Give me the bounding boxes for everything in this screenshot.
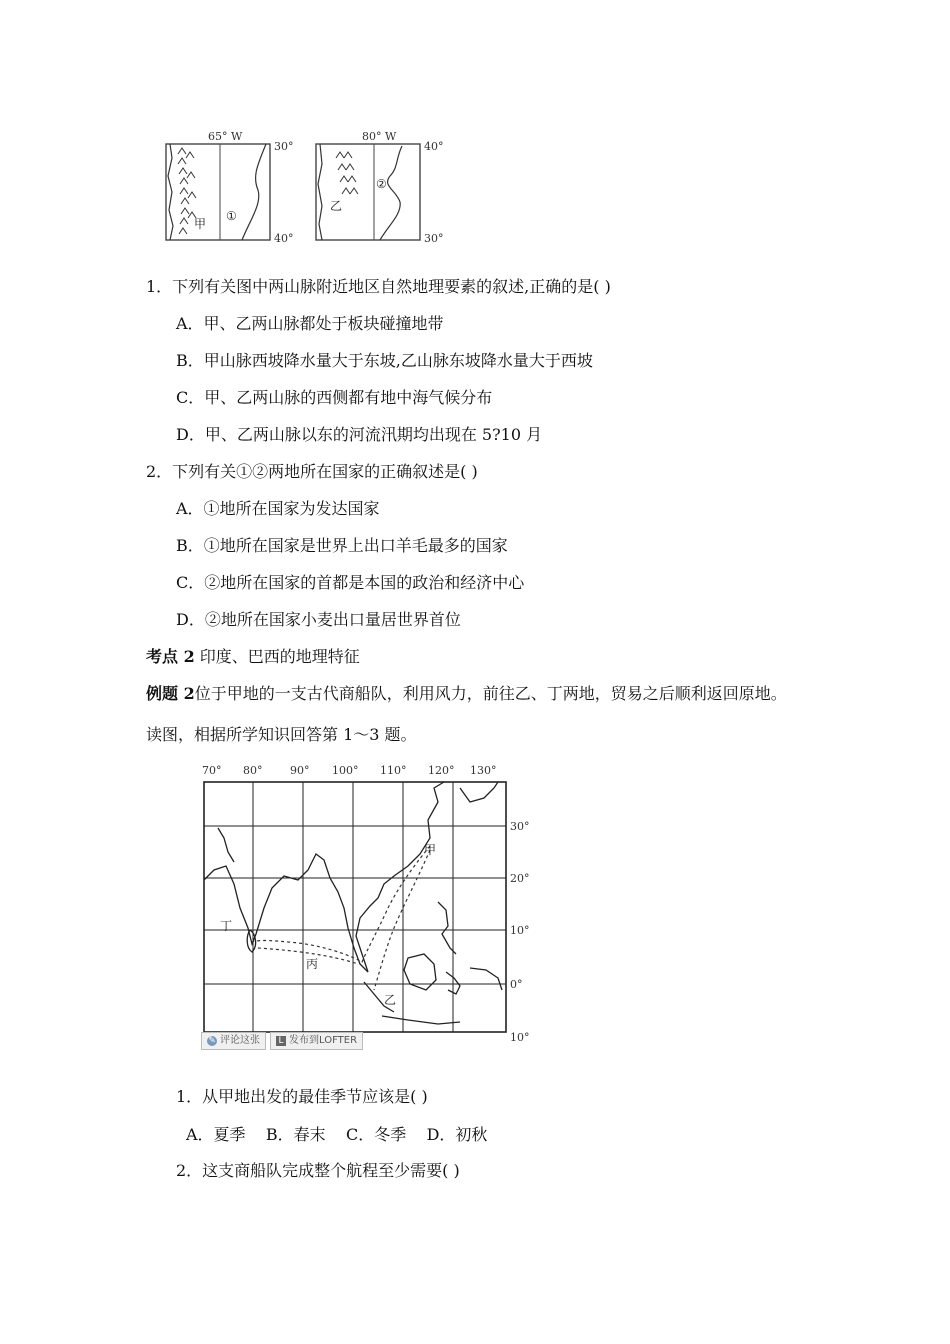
lat-label-0: 0° (510, 978, 523, 991)
section-heading (146, 646, 360, 668)
place-label-jia: 甲 (424, 843, 437, 857)
right-map-lat-bottom: 30° (424, 232, 444, 245)
left-map (166, 130, 294, 245)
left-map-lat-bottom: 40° (274, 232, 294, 245)
publish-lofter-button-label: 发布到LOFTER (289, 1035, 358, 1046)
left-map-mountain-label: 甲 (194, 217, 207, 231)
lofter-icon: L (276, 1036, 286, 1046)
right-map (316, 130, 444, 245)
right-map-meridian: 80° W (362, 130, 397, 143)
section-label: 考点 2 (146, 647, 195, 666)
question-2-option-a: A．①地所在国家为发达国家 (176, 499, 380, 518)
lon-label-120: 120° (428, 764, 455, 777)
right-map-mountain-label: 乙 (330, 199, 343, 213)
lat-label-30: 30° (510, 820, 530, 833)
place-label-ding: 丁 (220, 919, 233, 933)
lat-label-10n: 10° (510, 924, 530, 937)
left-map-lat-top: 30° (274, 140, 294, 153)
lon-label-90: 90° (290, 764, 310, 777)
example-label: 例题 2 (146, 684, 195, 703)
image-overlay-toolbar (201, 1032, 363, 1050)
lon-label-80: 80° (243, 764, 263, 777)
example-paragraph (146, 683, 787, 705)
figure-mountain-maps (150, 128, 450, 250)
question-1-option-b: B．甲山脉西坡降水量大于东坡,乙山脉东坡降水量大于西坡 (176, 351, 593, 370)
lat-label-10s: 10° (510, 1031, 530, 1044)
example-question-1-options: A．夏季 B．春末 C．冬季 D．初秋 (186, 1125, 488, 1144)
right-map-circle-label: ② (376, 177, 387, 191)
question-2-option-c: C．②地所在国家的首都是本国的政治和经济中心 (176, 573, 525, 592)
comment-button[interactable] (201, 1032, 266, 1050)
example-question-2-stem: 2．这支商船队完成整个航程至少需要( ) (176, 1161, 460, 1180)
comment-button-label: 评论这张 (220, 1035, 260, 1046)
lat-label-20: 20° (510, 872, 530, 885)
lon-label-100: 100° (332, 764, 359, 777)
section-title: 印度、巴西的地理特征 (194, 647, 360, 666)
right-map-lat-top: 40° (424, 140, 444, 153)
lon-label-130: 130° (470, 764, 497, 777)
example-instruction: 读图，相据所学知识回答第 1～3 题。 (146, 725, 417, 744)
lon-label-110: 110° (380, 764, 407, 777)
left-map-circle-label: ① (226, 209, 237, 223)
publish-lofter-button[interactable] (270, 1032, 363, 1050)
place-label-bing: 丙 (306, 957, 319, 971)
lon-label-70: 70° (202, 764, 222, 777)
question-1-stem: 1．下列有关图中两山脉附近地区自然地理要素的叙述,正确的是( ) (146, 277, 611, 296)
example-question-1-stem: 1．从甲地出发的最佳季节应该是( ) (176, 1087, 428, 1106)
example-text: 位于甲地的一支古代商船队，利用风力，前往乙、丁两地，贸易之后顺利返回原地。 (194, 684, 787, 703)
question-2-option-b: B．①地所在国家是世界上出口羊毛最多的国家 (176, 536, 508, 555)
comment-icon: ✎ (208, 1036, 216, 1046)
question-2-stem: 2．下列有关①②两地所在国家的正确叙述是( ) (146, 462, 478, 481)
question-1-option-c: C．甲、乙两山脉的西侧都有地中海气候分布 (176, 388, 493, 407)
left-map-meridian: 65° W (208, 130, 243, 143)
question-1-option-d: D．甲、乙两山脉以东的河流汛期均出现在 5?10 月 (176, 425, 543, 444)
question-2-option-d: D．②地所在国家小麦出口量居世界首位 (176, 610, 461, 629)
place-label-yi: 乙 (384, 993, 397, 1007)
question-1-option-a: A．甲、乙两山脉都处于板块碰撞地带 (176, 314, 444, 333)
